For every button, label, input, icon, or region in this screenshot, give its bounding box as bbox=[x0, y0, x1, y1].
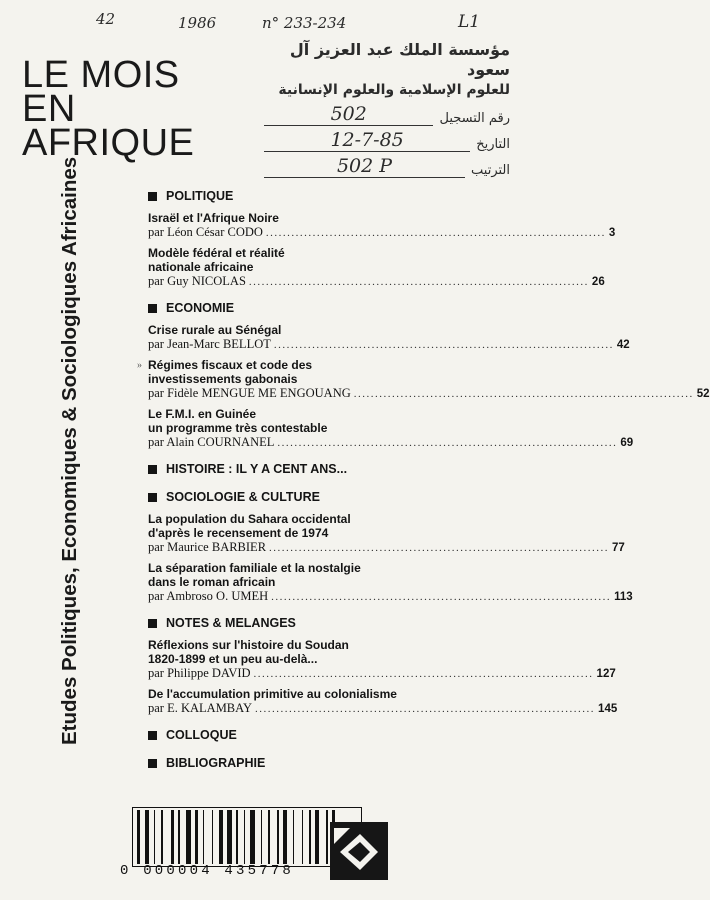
handwritten-note-top-left: 42 bbox=[96, 10, 116, 28]
publisher-logo-icon bbox=[330, 822, 388, 880]
stamp-institution-line2: للعلوم الإسلامية والعلوم الإنسانية bbox=[278, 82, 510, 98]
section-heading bbox=[148, 725, 466, 745]
bullet-square-icon bbox=[148, 304, 157, 313]
bullet-square-icon bbox=[148, 619, 157, 628]
barcode-bar bbox=[178, 810, 180, 864]
article-title bbox=[148, 407, 466, 435]
section-heading bbox=[148, 613, 466, 633]
section-heading bbox=[148, 753, 466, 773]
vertical-subtitle: Etudes Politiques, Economiques & Sociologiques Africaines bbox=[58, 156, 81, 745]
page-number: 77 bbox=[612, 542, 625, 554]
dot-leader: ................................................................................ bbox=[277, 437, 618, 449]
article-title-line: Réflexions sur l'histoire du Soudan bbox=[148, 638, 349, 652]
article-byline bbox=[148, 274, 605, 290]
article-author: par Jean-Marc BELLOT bbox=[148, 337, 271, 351]
stamp-row-registration bbox=[264, 100, 510, 126]
toc-entry bbox=[148, 687, 618, 717]
article-byline bbox=[148, 666, 616, 682]
barcode-bar bbox=[186, 810, 191, 864]
article-byline bbox=[148, 225, 616, 241]
page-number: 69 bbox=[620, 437, 634, 449]
barcode-bar bbox=[326, 810, 328, 864]
article-author: par Guy NICOLAS bbox=[148, 274, 246, 288]
barcode-bar bbox=[268, 810, 270, 864]
barcode-bar bbox=[293, 810, 295, 864]
article-title-line: 1820-1899 et un peu au-delà... bbox=[148, 652, 318, 666]
barcode-bar bbox=[250, 810, 255, 864]
article-author: par Alain COURNANEL bbox=[148, 435, 275, 449]
page-number: 3 bbox=[608, 227, 616, 239]
article-title bbox=[148, 211, 466, 225]
toc-entry bbox=[148, 512, 625, 556]
barcode-bar bbox=[203, 810, 205, 864]
barcode-bar bbox=[302, 810, 304, 864]
barcode-bar bbox=[212, 810, 214, 864]
stamp-label: التاريخ bbox=[476, 137, 510, 152]
article-title-line: dans le roman africain bbox=[148, 575, 276, 589]
margin-mark: » bbox=[137, 360, 142, 371]
stamp-label: الترتيب bbox=[471, 163, 510, 178]
barcode-bar bbox=[315, 810, 318, 864]
stamp-value: 502 bbox=[264, 103, 433, 126]
section-title: HISTOIRE : IL Y A CENT ANS... bbox=[166, 462, 348, 476]
stamp-label: رقم التسجيل bbox=[439, 111, 510, 126]
toc-entry bbox=[137, 358, 710, 402]
bullet-square-icon bbox=[148, 731, 157, 740]
article-byline bbox=[148, 589, 633, 605]
stamp-row-date bbox=[264, 126, 510, 152]
dot-leader: ................................................................................ bbox=[265, 227, 606, 239]
article-byline bbox=[148, 386, 710, 402]
barcode-bar bbox=[261, 810, 263, 864]
article-author: par Philippe DAVID bbox=[148, 666, 251, 680]
article-author: par Maurice BARBIER bbox=[148, 540, 267, 554]
article-author: par Ambroso O. UMEH bbox=[148, 589, 269, 603]
dot-leader: ................................................................................ bbox=[269, 542, 610, 554]
barcode-bar bbox=[161, 810, 163, 864]
article-title-line: Régimes fiscaux et code des bbox=[148, 358, 313, 372]
barcode-number: 0 000004 435778 bbox=[120, 863, 295, 879]
article-title-line: Le F.M.I. en Guinée bbox=[148, 407, 257, 421]
journal-title-line2: EN bbox=[22, 88, 76, 130]
handwritten-year: 1986 bbox=[178, 14, 217, 32]
journal-title-line3: AFRIQUE bbox=[22, 122, 195, 164]
article-title-line: un programme très contestable bbox=[148, 421, 328, 435]
section-heading bbox=[148, 298, 466, 318]
article-title bbox=[148, 323, 466, 337]
barcode-bar bbox=[244, 810, 246, 864]
barcode-bar bbox=[154, 810, 156, 864]
toc-entry bbox=[148, 561, 633, 605]
article-title-line: La séparation familiale et la nostalgie bbox=[148, 561, 361, 575]
toc-entry bbox=[148, 638, 616, 682]
page-number: 26 bbox=[591, 276, 605, 288]
barcode-bar bbox=[227, 810, 232, 864]
barcode-bar bbox=[171, 810, 174, 864]
article-title-line: d'après le recensement de 1974 bbox=[148, 526, 329, 540]
barcode-bar bbox=[195, 810, 198, 864]
dot-leader: ................................................................................ bbox=[353, 388, 694, 400]
article-title-line: Crise rurale au Sénégal bbox=[148, 323, 282, 337]
section-title: NOTES & MELANGES bbox=[166, 616, 296, 630]
table-of-contents bbox=[137, 186, 710, 773]
article-byline bbox=[148, 701, 618, 717]
article-byline bbox=[148, 337, 630, 353]
bullet-square-icon bbox=[148, 465, 157, 474]
stamp-row-classification bbox=[264, 152, 510, 178]
article-byline bbox=[148, 540, 625, 556]
article-author: par Fidèle MENGUE ME ENGOUANG bbox=[148, 386, 351, 400]
section-heading bbox=[148, 186, 466, 206]
article-author: par E. KALAMBAY bbox=[148, 701, 253, 715]
barcode-bar bbox=[145, 810, 150, 864]
section-title: BIBLIOGRAPHIE bbox=[166, 756, 266, 770]
handwritten-note-top-right: L1 bbox=[458, 12, 481, 32]
article-title-line: La population du Sahara occidental bbox=[148, 512, 351, 526]
bullet-square-icon bbox=[148, 493, 157, 502]
article-title-line: Modèle fédéral et réalité bbox=[148, 246, 285, 260]
toc-entry bbox=[148, 211, 616, 241]
barcode-bar bbox=[277, 810, 279, 864]
page-number: 113 bbox=[614, 591, 633, 603]
article-title bbox=[148, 638, 466, 666]
handwritten-issue-number: n° 233-234 bbox=[262, 14, 347, 32]
barcode-bar bbox=[236, 810, 238, 864]
toc-entry bbox=[148, 246, 605, 290]
journal-title-line1: LE MOIS bbox=[22, 54, 180, 96]
article-title-line: nationale africaine bbox=[148, 260, 254, 274]
stamp-value: 12-7-85 bbox=[264, 129, 470, 152]
section-title: COLLOQUE bbox=[166, 728, 237, 742]
article-title bbox=[148, 512, 466, 540]
article-byline bbox=[148, 435, 634, 451]
barcode-bar bbox=[137, 810, 140, 864]
article-title bbox=[148, 358, 466, 386]
barcode-bar bbox=[219, 810, 222, 864]
page-number: 127 bbox=[596, 668, 616, 680]
article-title-line: investissements gabonais bbox=[148, 372, 298, 386]
dot-leader: ................................................................................ bbox=[253, 668, 594, 680]
bullet-square-icon bbox=[148, 759, 157, 768]
journal-title bbox=[22, 54, 195, 164]
dot-leader: ................................................................................ bbox=[273, 339, 614, 351]
section-heading bbox=[148, 487, 466, 507]
stamp-institution-line1: مؤسسة الملك عبد العزيز آل سعود bbox=[289, 40, 510, 79]
section-title: SOCIOLOGIE & CULTURE bbox=[166, 490, 320, 504]
barcode-bar bbox=[309, 810, 311, 864]
library-stamp bbox=[264, 40, 510, 178]
toc-entry bbox=[148, 407, 634, 451]
stamp-value: 502 P bbox=[264, 155, 465, 178]
dot-leader: ................................................................................ bbox=[248, 276, 589, 288]
article-title bbox=[148, 687, 466, 701]
toc-entry bbox=[148, 323, 630, 353]
article-title-line: De l'accumulation primitive au colonialisme bbox=[148, 687, 397, 701]
page-number: 42 bbox=[616, 339, 630, 351]
section-title: ECONOMIE bbox=[166, 301, 235, 315]
page-number: 145 bbox=[598, 703, 618, 715]
dot-leader: ................................................................................ bbox=[255, 703, 596, 715]
article-title bbox=[148, 246, 466, 274]
bullet-square-icon bbox=[148, 192, 157, 201]
barcode-bars bbox=[132, 807, 362, 867]
article-title-line: Israël et l'Afrique Noire bbox=[148, 211, 279, 225]
dot-leader: ................................................................................ bbox=[271, 591, 612, 603]
article-author: par Léon César CODO bbox=[148, 225, 263, 239]
page-number: 52 bbox=[696, 388, 710, 400]
section-title: POLITIQUE bbox=[166, 189, 234, 203]
barcode-bar bbox=[283, 810, 286, 864]
section-heading bbox=[148, 459, 466, 479]
article-title bbox=[148, 561, 466, 589]
